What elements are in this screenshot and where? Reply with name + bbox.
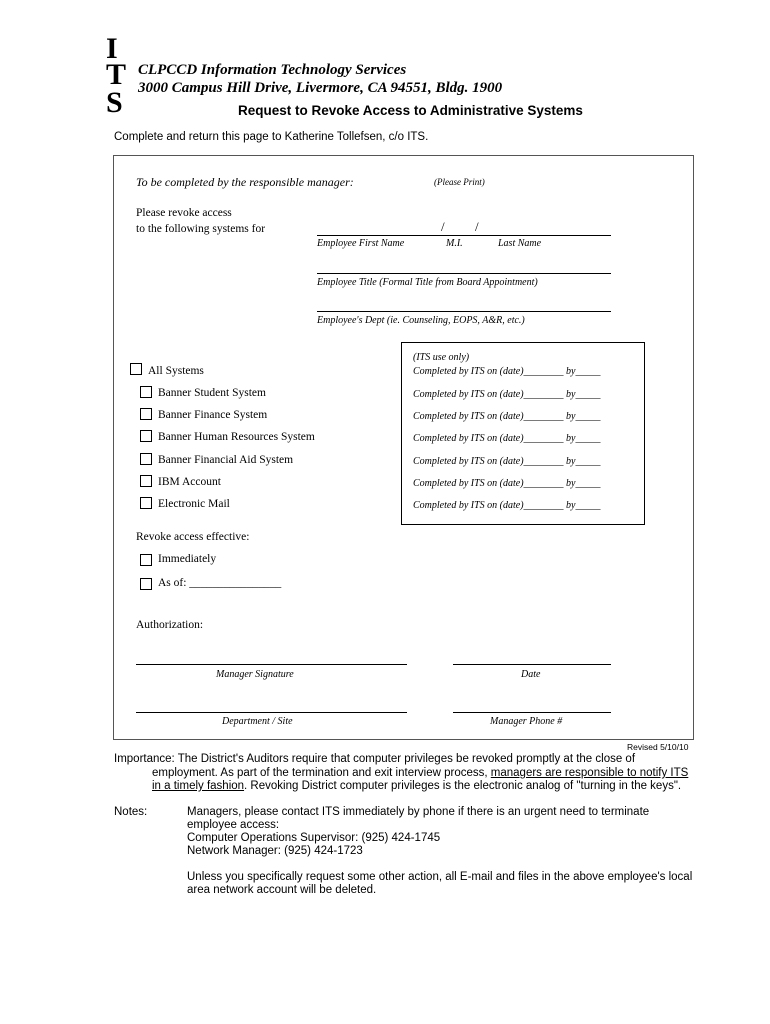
its-completed-banner-student: Completed by ITS on (date)________ by_____ <box>413 389 601 400</box>
manager-signature-caption: Manager Signature <box>216 669 294 680</box>
its-completed-ibm-account: Completed by ITS on (date)________ by_____ <box>413 478 601 489</box>
system-label-banner-student: Banner Student System <box>158 387 266 399</box>
checkbox-ibm-account[interactable] <box>140 475 152 487</box>
checkbox-immediately[interactable] <box>140 554 152 566</box>
as-of-label: As of: ________________ <box>158 577 282 589</box>
manager-heading: To be completed by the responsible manager: <box>136 175 354 189</box>
notes-phone-ops: Computer Operations Supervisor: (925) 424-1745 <box>187 832 441 844</box>
department-site-caption: Department / Site <box>222 716 293 727</box>
checkbox-as-of[interactable] <box>140 578 152 590</box>
its-completed-banner-finance: Completed by ITS on (date)________ by_____ <box>413 411 601 422</box>
system-label-banner-finance: Banner Finance System <box>158 409 268 421</box>
notes-line6: area network account will be deleted. <box>187 884 377 896</box>
system-label-banner-financial-aid: Banner Financial Aid System <box>158 454 294 466</box>
its-use-only-label: (ITS use only) <box>413 352 470 363</box>
importance-line1 <box>114 753 635 765</box>
last-name-caption: Last Name <box>498 238 542 249</box>
immediately-label: Immediately <box>158 553 217 565</box>
employee-dept-caption: Employee's Dept (ie. Counseling, EOPS, A&R, etc.) <box>317 315 525 326</box>
logo-letter-t: T <box>106 58 127 91</box>
importance-text-2: employment. As part of the termination and exit interview process, <box>152 767 491 779</box>
importance-line2 <box>152 767 688 779</box>
form-title: Request to Revoke Access to Administrative Systems <box>238 103 583 118</box>
employee-name-line[interactable] <box>317 235 611 236</box>
notes-line1: Managers, please contact ITS immediately by phone if there is an urgent need to terminate <box>187 806 650 818</box>
importance-label: Importance: <box>114 753 175 765</box>
logo-letter-s: S <box>106 86 123 119</box>
importance-line3 <box>152 780 681 792</box>
checkbox-banner-student[interactable] <box>140 386 152 398</box>
employee-dept-line[interactable] <box>317 311 611 312</box>
system-label-all: All Systems <box>148 365 204 377</box>
manager-phone-caption: Manager Phone # <box>490 716 563 727</box>
its-completed-banner-financial-aid: Completed by ITS on (date)________ by_____ <box>413 456 601 467</box>
manager-signature-line[interactable] <box>136 664 407 665</box>
employee-title-caption: Employee Title (Formal Title from Board Appointment) <box>317 277 538 288</box>
manager-phone-line[interactable] <box>453 712 611 713</box>
name-separator-2: / <box>475 219 479 234</box>
mi-caption: M.I. <box>446 238 463 249</box>
checkbox-banner-finance[interactable] <box>140 408 152 420</box>
department-site-line[interactable] <box>136 712 407 713</box>
name-separator-1: / <box>441 219 445 234</box>
revision-date: Revised 5/10/10 <box>627 742 689 752</box>
system-label-electronic-mail: Electronic Mail <box>158 498 230 510</box>
revoke-text-line1: Please revoke access <box>136 207 232 219</box>
system-label-ibm-account: IBM Account <box>158 476 221 488</box>
checkbox-banner-financial-aid[interactable] <box>140 453 152 465</box>
its-completed-all: Completed by ITS on (date)________ by_____ <box>413 366 601 377</box>
authorization-heading: Authorization: <box>136 619 204 631</box>
logo-letter-i: I <box>106 32 118 65</box>
checkbox-all-systems[interactable] <box>130 363 142 375</box>
system-label-banner-hr: Banner Human Resources System <box>158 431 315 443</box>
notes-phone-network: Network Manager: (925) 424-1723 <box>187 845 363 857</box>
instruction-text: Complete and return this page to Katherine Tollefsen, c/o ITS. <box>114 131 429 143</box>
importance-text-3: . Revoking District computer privileges is the electronic analog of "turning in the keys". <box>244 780 682 792</box>
checkbox-banner-hr[interactable] <box>140 430 152 442</box>
its-completed-electronic-mail: Completed by ITS on (date)________ by_____ <box>413 500 601 511</box>
employee-title-line[interactable] <box>317 273 611 274</box>
org-address: 3000 Campus Hill Drive, Livermore, CA 94551, Bldg. 1900 <box>138 80 503 96</box>
date-line[interactable] <box>453 664 611 665</box>
notes-label: Notes: <box>114 806 148 818</box>
importance-emphasis-2: in a timely fashion <box>152 780 245 792</box>
first-name-caption: Employee First Name <box>317 238 405 249</box>
its-completed-banner-hr: Completed by ITS on (date)________ by_____ <box>413 433 601 444</box>
importance-emphasis-1: managers are responsible to notify ITS <box>490 767 689 779</box>
org-name: CLPCCD Information Technology Services <box>138 62 407 78</box>
please-print-note: (Please Print) <box>434 177 485 187</box>
importance-text-1: The District's Auditors require that computer privileges be revoked promptly at the close of <box>177 753 636 765</box>
date-caption: Date <box>521 669 541 680</box>
notes-line2: employee access: <box>187 819 280 831</box>
checkbox-electronic-mail[interactable] <box>140 497 152 509</box>
notes-line5: Unless you specifically request some other action, all E-mail and files in the above employee's local <box>187 871 693 883</box>
effective-heading: Revoke access effective: <box>136 531 250 543</box>
revoke-text-line2: to the following systems for <box>136 223 266 235</box>
